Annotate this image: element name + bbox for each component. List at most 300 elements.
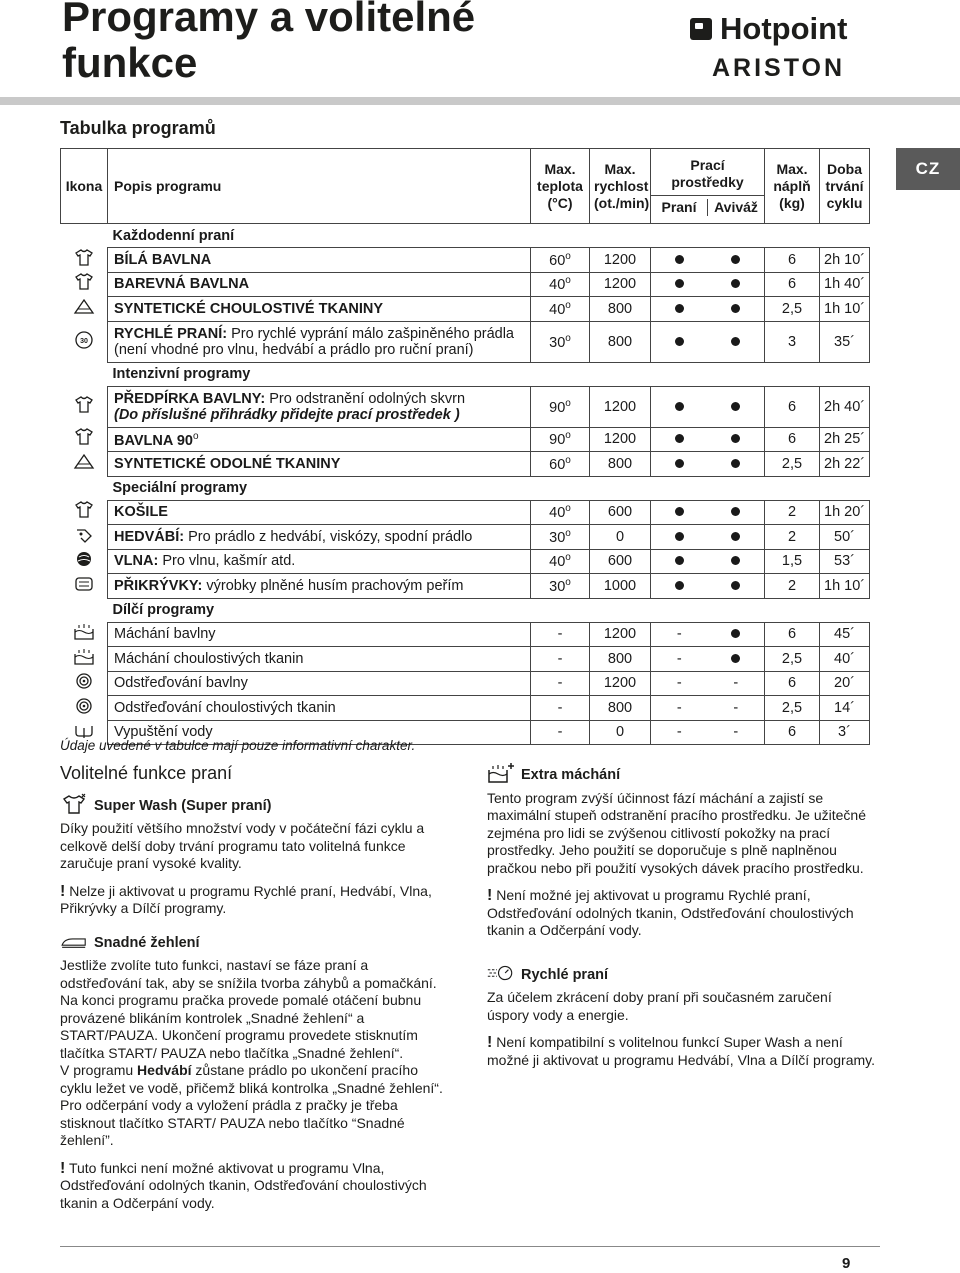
- table-row: [61, 427, 870, 452]
- dot-icon: [731, 402, 740, 411]
- table-row: [61, 500, 870, 525]
- footer-rule: [60, 1246, 880, 1247]
- table-icon-cell: [61, 500, 108, 525]
- delicate-synthetic-icon: [73, 298, 95, 316]
- program-description: [108, 248, 531, 273]
- max-temperature: [531, 427, 590, 452]
- language-tab: CZ: [896, 148, 960, 190]
- table-group-row: [61, 598, 870, 622]
- max-spin-speed: 600: [590, 549, 651, 574]
- super-wash-icon: [60, 793, 88, 821]
- softener: [708, 651, 765, 667]
- dot-icon: [731, 581, 740, 590]
- dot-icon: [675, 507, 684, 516]
- detergent-cell: [651, 671, 765, 696]
- softener: [708, 301, 765, 317]
- detergent-cell: [651, 248, 765, 273]
- dot-icon: [731, 255, 740, 264]
- program-detail: Odstřeďování choulostivých tkanin: [114, 699, 336, 716]
- max-temperature-value: 90: [549, 399, 566, 416]
- table-icon-cell: [61, 574, 108, 599]
- rinse-cotton-icon: [73, 623, 95, 641]
- col-desc: Popis programu: [108, 149, 531, 224]
- shirt-icon: [73, 501, 95, 519]
- dash-value: -: [733, 724, 739, 741]
- softener: [708, 252, 765, 268]
- easy-iron-warning: ! Tuto funkci není možné aktivovat u programu Vlna, Odstřeďování odolných tkanin, Odstřeďování choulostivých tkanin a Odčerpání vody.: [60, 1159, 427, 1211]
- max-temperature: [531, 386, 590, 427]
- table-group-label: Dílčí programy: [112, 602, 215, 618]
- max-temperature-value: 60: [549, 252, 566, 269]
- colour-cotton-icon: [73, 273, 95, 291]
- col-duration: Doba trvání cyklu: [820, 149, 870, 224]
- program-detail: Máchání bavlny: [114, 626, 216, 643]
- warning-icon: !: [487, 1034, 493, 1051]
- easy-iron-text: Jestliže zvolíte tuto funkci, nastaví se fáze praní a odstřeďování tak, aby se snížila tvorba záhybů a pomačkání. Na konci programu pračka provede pomalé otáčení bubnu provázené blikáním kontrolek „Snadné žehlení“ a START/PAUZA. Ukončení programu provedete stisknutím tlačítka START/ PAUZA nebo tlačítka „Snadné žehlení“.: [60, 957, 437, 1061]
- detergent-cell: [651, 574, 765, 599]
- col-detergent: Prací prostředky Praní Aviváž: [651, 149, 765, 224]
- max-temperature: [531, 525, 590, 550]
- dot-icon: [675, 532, 684, 541]
- cycle-duration: 14´: [820, 696, 870, 721]
- max-temperature-value: 30: [549, 529, 566, 546]
- program-description: [108, 452, 531, 477]
- max-spin-speed: 0: [590, 525, 651, 550]
- cycle-duration: 1h 40´: [820, 272, 870, 297]
- max-load: 2: [765, 525, 820, 550]
- softener: [708, 626, 765, 642]
- warning-icon: !: [60, 882, 66, 900]
- quick-wash-30-icon: [73, 331, 95, 349]
- programme-table-body: [61, 224, 870, 745]
- program-description: [108, 525, 531, 550]
- degree-mark: o: [565, 299, 571, 311]
- detergent-cell: [651, 452, 765, 477]
- program-name: RYCHLÉ PRANÍ:: [114, 325, 228, 342]
- dot-icon: [731, 507, 740, 516]
- max-temperature: [531, 549, 590, 574]
- max-spin-speed: 800: [590, 696, 651, 721]
- program-name: VLNA:: [114, 553, 159, 570]
- table-icon-cell: [61, 386, 108, 427]
- max-load: 2,5: [765, 696, 820, 721]
- program-detail: Vypuštění vody: [114, 724, 213, 741]
- table-row: [61, 525, 870, 550]
- max-temperature-value: -: [557, 626, 563, 643]
- program-name: HEDVÁBÍ:: [114, 528, 185, 545]
- wash-detergent: [651, 504, 708, 520]
- program-detail: Pro odstranění odolných skvrn: [265, 390, 466, 407]
- max-load: 2,5: [765, 647, 820, 672]
- max-temperature-value: 40: [549, 554, 566, 571]
- program-description: [108, 386, 531, 427]
- degree-mark: o: [565, 332, 571, 344]
- col-wash: Praní: [661, 198, 697, 215]
- col-softener: Aviváž: [707, 199, 764, 216]
- table-icon-cell: [61, 549, 108, 574]
- max-load: 2: [765, 574, 820, 599]
- detergent-cell: [651, 272, 765, 297]
- cycle-duration: 2h 40´: [820, 386, 870, 427]
- program-description: [108, 297, 531, 322]
- cycle-duration: 1h 10´: [820, 574, 870, 599]
- detergent-cell: [651, 427, 765, 452]
- max-spin-speed: 1200: [590, 386, 651, 427]
- dot-icon: [731, 434, 740, 443]
- program-name: PŘIKRÝVKY:: [114, 577, 203, 594]
- extra-rinse-warning: ! Není možné jej aktivovat u programu Rychlé praní, Odstřeďování odolných tkanin, Odstřeďování choulostivých tkanin a Odčerpání vody.: [487, 887, 854, 938]
- degree-mark: o: [565, 552, 571, 564]
- program-description: [108, 321, 531, 362]
- detergent-cell: [651, 297, 765, 322]
- wash-detergent: [651, 578, 708, 594]
- program-description: [108, 500, 531, 525]
- max-temperature: [531, 321, 590, 362]
- wash-detergent: [651, 252, 708, 268]
- detergent-cell: [651, 696, 765, 721]
- max-temperature: [531, 248, 590, 273]
- table-row: [61, 647, 870, 672]
- table-icon-cell: [61, 321, 108, 362]
- detergent-cell: [651, 720, 765, 745]
- brand-logo: [690, 12, 880, 92]
- detergent-cell: [651, 549, 765, 574]
- max-temperature: [531, 574, 590, 599]
- table-icon-cell: [61, 622, 108, 647]
- extra-rinse-text: Tento program zvýší účinnost fází máchání a zajistí se maximální stupeň odstranění pracího prostředku. Je užitečné zejména pro lidi se zvýšenou citlivostí pokožky na prací prostředky. Jeho použití se doporučuje s plně naplněnou pračkou nebo při použití vysokých dávek pracího prostředku.: [487, 789, 866, 876]
- wash-detergent: [651, 399, 708, 415]
- max-temperature: [531, 720, 590, 745]
- table-icon-cell: [61, 452, 108, 477]
- dot-icon: [731, 654, 740, 663]
- max-spin-speed: 800: [590, 452, 651, 477]
- max-temperature: [531, 272, 590, 297]
- table-group-label: Speciální programy: [112, 480, 248, 496]
- max-temperature-value: 60: [549, 456, 566, 473]
- page-number: 9: [842, 1255, 851, 1272]
- program-description: [108, 549, 531, 574]
- max-spin-speed: 1200: [590, 248, 651, 273]
- options-right-column: [487, 760, 877, 1069]
- max-temperature-value: 30: [549, 334, 566, 351]
- degree-mark: o: [565, 430, 571, 442]
- header-rule: [0, 97, 960, 105]
- white-cotton-icon: [73, 249, 95, 267]
- program-note: (Do příslušné přihrádky přidejte prací prostředek ): [114, 406, 460, 423]
- duvet-icon: [73, 575, 95, 593]
- dash-value: -: [733, 675, 739, 692]
- softener: [708, 578, 765, 594]
- cycle-duration: 45´: [820, 622, 870, 647]
- logo-mark-icon: [690, 18, 712, 40]
- max-temperature-value: 40: [549, 505, 566, 522]
- table-row: [61, 272, 870, 297]
- cycle-duration: 40´: [820, 647, 870, 672]
- super-wash-heading: Super Wash (Super praní): [60, 793, 450, 821]
- dash-value: -: [733, 699, 739, 716]
- table-row: [61, 248, 870, 273]
- cycle-duration: 3´: [820, 720, 870, 745]
- max-temperature: [531, 297, 590, 322]
- detergent-cell: [651, 647, 765, 672]
- cycle-duration: 50´: [820, 525, 870, 550]
- program-description: [108, 647, 531, 672]
- table-row: [61, 671, 870, 696]
- quick-wash-text: Za účelem zkrácení doby praní při současném zaručení úspory vody a energie.: [487, 989, 832, 1023]
- super-wash-warning: ! Nelze ji aktivovat u programu Rychlé praní, Hedvábí, Vlna, Přikrývky a Dílčí programy.: [60, 882, 432, 916]
- max-spin-speed: 600: [590, 500, 651, 525]
- dash-value: -: [676, 699, 682, 716]
- quick-wash-icon: [487, 962, 515, 990]
- table-icon-cell: [61, 647, 108, 672]
- wash-detergent: [651, 553, 708, 569]
- dot-icon: [675, 459, 684, 468]
- program-description: [108, 574, 531, 599]
- warning-icon: !: [60, 1159, 66, 1177]
- max-spin-speed: 800: [590, 647, 651, 672]
- softener: [708, 504, 765, 520]
- wool-icon: [73, 550, 95, 568]
- svg-text:30: 30: [79, 337, 88, 345]
- table-icon-cell: [61, 427, 108, 452]
- max-temperature-value: 90: [549, 432, 566, 449]
- wash-detergent: [651, 456, 708, 472]
- warning-icon: !: [487, 887, 493, 904]
- cycle-duration: 35´: [820, 321, 870, 362]
- cycle-duration: 1h 20´: [820, 500, 870, 525]
- max-temperature-value: 40: [549, 301, 566, 318]
- max-spin-speed: 1200: [590, 622, 651, 647]
- max-temperature-value: -: [557, 675, 563, 692]
- max-temperature: [531, 671, 590, 696]
- program-name: BAREVNÁ BAVLNA: [114, 276, 250, 293]
- wash-detergent: [651, 431, 708, 447]
- dash-value: -: [676, 724, 682, 741]
- col-speed: Max. rychlost (ot./min): [590, 149, 651, 224]
- prewash-icon: [73, 396, 95, 414]
- rinse-delicate-icon: [73, 648, 95, 666]
- degree-mark: o: [565, 250, 571, 262]
- max-temperature-value: 40: [549, 277, 566, 294]
- program-detail: Pro vlnu, kašmír atd.: [158, 553, 296, 570]
- degree-mark: o: [565, 503, 571, 515]
- program-detail: Pro rychlé vyprání málo zašpiněného prádla (není vhodné pro vlnu, hedvábí a prádlo pro ruční praní): [114, 325, 514, 358]
- iron-icon: [60, 930, 88, 958]
- cycle-duration: 20´: [820, 671, 870, 696]
- max-temperature: [531, 622, 590, 647]
- detergent-cell: [651, 525, 765, 550]
- max-load: 6: [765, 720, 820, 745]
- softener: [708, 431, 765, 447]
- program-name: PŘEDPÍRKA BAVLNY:: [114, 390, 266, 407]
- programme-table: [60, 148, 870, 745]
- max-spin-speed: 1200: [590, 427, 651, 452]
- softener: [708, 675, 765, 691]
- degree-mark: o: [565, 397, 571, 409]
- super-wash-text: Díky použití většího množství vody v počáteční fázi cyklu a celkově delší doby trvání programu tato volitelná funkce zaručuje praní vysoké kvality.: [60, 820, 425, 871]
- softener: [708, 724, 765, 740]
- extra-rinse-heading: Extra máchání: [487, 762, 877, 790]
- max-load: 6: [765, 427, 820, 452]
- quick-wash-warning: ! Není kompatibilní s volitelnou funkcí Super Wash a není možné ji aktivovat u programu Hedvábí, Vlna a Dílčí programy.: [487, 1034, 876, 1068]
- softener: [708, 456, 765, 472]
- table-icon-cell: [61, 272, 108, 297]
- dash-value: -: [676, 650, 682, 667]
- program-name: SYNTETICKÉ ODOLNÉ TKANINY: [114, 455, 341, 472]
- section-title: Tabulka programů: [60, 118, 216, 138]
- max-load: 6: [765, 272, 820, 297]
- program-description: [108, 272, 531, 297]
- dot-icon: [731, 459, 740, 468]
- max-load: 6: [765, 386, 820, 427]
- options-left-column: [60, 765, 450, 1212]
- table-group-row: [61, 476, 870, 500]
- max-temperature-value: -: [557, 650, 563, 667]
- max-load: 6: [765, 248, 820, 273]
- program-detail: Pro prádlo z hedvábí, viskózy, spodní prádlo: [184, 528, 473, 545]
- max-spin-speed: 800: [590, 321, 651, 362]
- cycle-duration: 1h 10´: [820, 297, 870, 322]
- max-spin-speed: 0: [590, 720, 651, 745]
- detergent-cell: [651, 500, 765, 525]
- program-name: BAVLNA 90: [114, 433, 193, 450]
- max-temperature: [531, 452, 590, 477]
- detergent-cell: [651, 386, 765, 427]
- max-load: 2: [765, 500, 820, 525]
- table-group-row: [61, 362, 870, 386]
- wash-detergent: [651, 724, 708, 740]
- table-row: [61, 452, 870, 477]
- degree-mark: o: [565, 275, 571, 287]
- program-description: [108, 427, 531, 452]
- resistant-synthetic-icon: [73, 453, 95, 471]
- program-description: [108, 622, 531, 647]
- dot-icon: [675, 402, 684, 411]
- max-load: 2,5: [765, 452, 820, 477]
- softener: [708, 399, 765, 415]
- cycle-duration: 2h 10´: [820, 248, 870, 273]
- dot-icon: [731, 304, 740, 313]
- dot-icon: [731, 532, 740, 541]
- cycle-duration: 53´: [820, 549, 870, 574]
- table-icon-cell: [61, 696, 108, 721]
- table-row: [61, 297, 870, 322]
- spin-delicate-icon: [73, 697, 95, 715]
- max-spin-speed: 1200: [590, 671, 651, 696]
- table-row: [61, 696, 870, 721]
- wash-detergent: [651, 675, 708, 691]
- wash-detergent: [651, 651, 708, 667]
- wash-detergent: [651, 276, 708, 292]
- dot-icon: [675, 279, 684, 288]
- brand-subname: ARISTON: [712, 54, 846, 82]
- max-temperature: [531, 500, 590, 525]
- max-load: 6: [765, 671, 820, 696]
- col-load: Max. náplň (kg): [765, 149, 820, 224]
- dot-icon: [675, 434, 684, 443]
- max-temperature-value: -: [557, 699, 563, 716]
- dot-icon: [675, 337, 684, 346]
- degree-mark: o: [192, 431, 199, 443]
- max-load: 2,5: [765, 297, 820, 322]
- softener: [708, 334, 765, 350]
- wash-detergent: [651, 334, 708, 350]
- softener: [708, 553, 765, 569]
- max-temperature: [531, 696, 590, 721]
- cycle-duration: 2h 25´: [820, 427, 870, 452]
- program-detail: Odstřeďování bavlny: [114, 675, 248, 692]
- dot-icon: [731, 556, 740, 565]
- dash-value: -: [676, 675, 682, 692]
- table-row: [61, 622, 870, 647]
- dot-icon: [675, 304, 684, 313]
- dot-icon: [675, 581, 684, 590]
- dot-icon: [731, 279, 740, 288]
- wash-detergent: [651, 626, 708, 642]
- table-icon-cell: [61, 248, 108, 273]
- table-icon-cell: [61, 671, 108, 696]
- softener: [708, 276, 765, 292]
- dot-icon: [675, 255, 684, 264]
- table-group-row: [61, 224, 870, 248]
- table-group-label: Každodenní praní: [112, 227, 235, 244]
- table-group-label: Intenzivní programy: [112, 366, 251, 382]
- program-description: [108, 671, 531, 696]
- wash-detergent: [651, 301, 708, 317]
- max-load: 6: [765, 622, 820, 647]
- table-icon-cell: [61, 525, 108, 550]
- degree-mark: o: [565, 454, 571, 466]
- detergent-cell: [651, 321, 765, 362]
- degree-mark: o: [565, 576, 571, 588]
- wash-detergent: [651, 700, 708, 716]
- program-detail: Máchání choulostivých tkanin: [114, 650, 304, 667]
- wash-detergent: [651, 529, 708, 545]
- drain-icon: [73, 721, 95, 739]
- spin-cotton-icon: [73, 672, 95, 690]
- dot-icon: [675, 556, 684, 565]
- program-name: SYNTETICKÉ CHOULOSTIVÉ TKANINY: [114, 300, 384, 317]
- softener: [708, 529, 765, 545]
- col-icon: Ikona: [61, 149, 108, 224]
- easy-iron-silk-text: V programu Hedvábí zůstane prádlo po ukončení pracího cyklu ležet ve vodě, přičemž bliká kontrolka „Snadné žehlení“. Pro odčerpání vody a vyložení prádla z pračky je třeba stisknout tlačítko START/ PAUZA nebo tlačítko “Snadné žehlení”.: [60, 1062, 443, 1148]
- table-row: [61, 574, 870, 599]
- max-temperature-value: 30: [549, 578, 566, 595]
- table-row: [61, 386, 870, 427]
- cotton-90-icon: [73, 428, 95, 446]
- max-temperature-value: -: [557, 724, 563, 741]
- program-name: BÍLÁ BAVLNA: [114, 251, 212, 268]
- program-name: KOŠILE: [114, 504, 168, 521]
- max-temperature: [531, 647, 590, 672]
- table-note: Údaje uvedené v tabulce mají pouze informativní charakter.: [60, 738, 416, 753]
- program-detail: výrobky plněné husím prachovým peřím: [202, 577, 464, 594]
- max-load: 3: [765, 321, 820, 362]
- brand-name: Hotpoint: [720, 11, 848, 46]
- page-title: Programy a volitelné funkce: [62, 0, 476, 86]
- dot-icon: [731, 337, 740, 346]
- table-row: [61, 549, 870, 574]
- easy-iron-heading: Snadné žehlení: [60, 930, 450, 958]
- degree-mark: o: [565, 527, 571, 539]
- options-heading: Volitelné funkce praní: [60, 763, 233, 783]
- col-temp: Max. teplota (°C): [531, 149, 590, 224]
- table-row: [61, 321, 870, 362]
- dot-icon: [731, 629, 740, 638]
- dash-value: -: [676, 626, 682, 643]
- detergent-cell: [651, 622, 765, 647]
- softener: [708, 700, 765, 716]
